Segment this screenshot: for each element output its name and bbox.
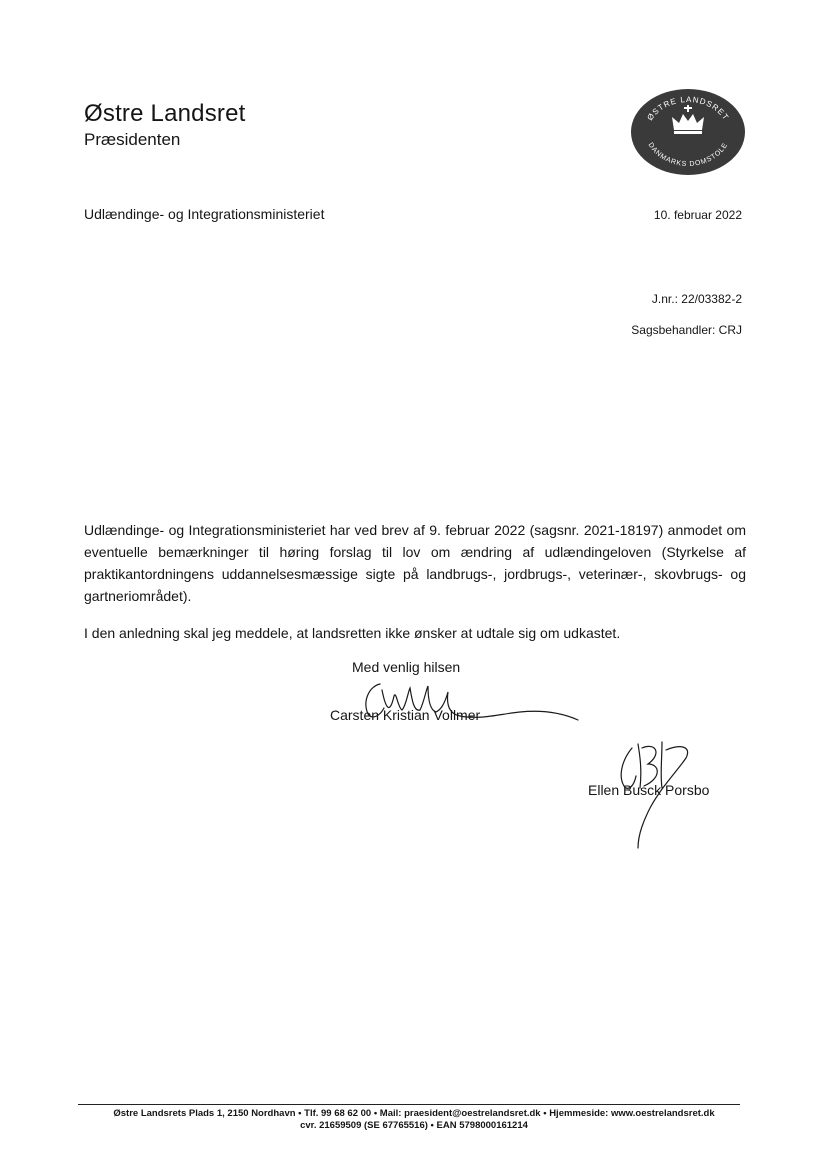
footer-registration: cvr. 21659509 (SE 67765516) • EAN 5798000161214 bbox=[300, 1120, 528, 1131]
case-handler: Sagsbehandler: CRJ bbox=[631, 323, 742, 337]
department-name: Præsidenten bbox=[84, 130, 181, 149]
signer-name: Carsten Kristian Vollmer bbox=[330, 707, 481, 723]
letter-date: 10. februar 2022 bbox=[653, 208, 742, 222]
footer-divider bbox=[78, 1104, 740, 1105]
seal-bottom-text: DANMARKS DOMSTOLE bbox=[646, 141, 730, 169]
court-seal-icon bbox=[630, 88, 746, 176]
signer-name: Ellen Busck Porsbo bbox=[588, 782, 710, 798]
court-name: Østre Landsret bbox=[84, 100, 246, 127]
body-paragraph: I den anledning skal jeg meddele, at landsretten ikke ønsker at udtale sig om udkastet. bbox=[84, 625, 621, 641]
closing-salutation: Med venlig hilsen bbox=[352, 659, 461, 675]
recipient: Udlændinge- og Integrationsministeriet bbox=[84, 206, 325, 222]
footer-address: Østre Landsrets Plads 1, 2150 Nordhavn • Tlf. 99 68 62 00 • Mail: praesident@oestrelandsret.dk • Hjemmeside: www.oestrelandsret.dk bbox=[113, 1108, 715, 1119]
journal-number: J.nr.: 22/03382-2 bbox=[651, 292, 742, 306]
body-paragraph: Udlændinge- og Integrationsministeriet har ved brev af 9. februar 2022 (sagsnr. 2021-18197) anmodet om eventuelle bemærkninger til høring forslag til lov om ændring af udlændingeloven (Styrkelse af praktikantordningens uddannelsesmæssige sigte på landbrugs-, jordbrugs-, veterinær-, skovbrugs- og gartneriområdet). bbox=[84, 522, 746, 604]
seal-top-text: ØSTRE LANDSRET bbox=[645, 94, 731, 123]
